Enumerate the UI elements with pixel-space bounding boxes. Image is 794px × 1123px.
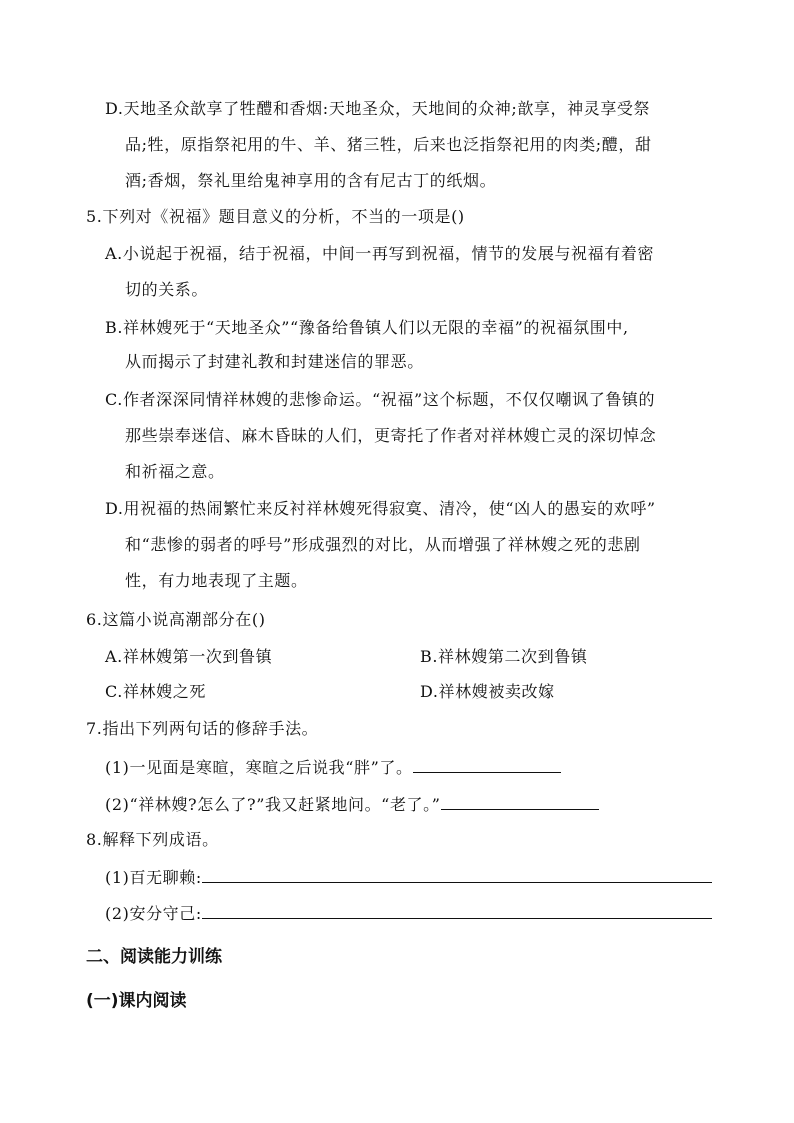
- q8-item2-text: (2)安分守己:: [105, 904, 202, 923]
- q7-stem: 7.指出下列两句话的修辞手法。: [86, 719, 319, 738]
- q8-stem: 8.解释下列成语。: [86, 830, 219, 849]
- q7-item1-text: (1)一见面是寒暄，寒暄之后说我“胖”了。: [105, 758, 413, 777]
- q8-item1-answer-blank[interactable]: [202, 866, 712, 883]
- q7-item2: [105, 793, 599, 815]
- q5-option-d-line3: 性，有力地表现了主题。: [125, 571, 308, 590]
- q7-item2-text: (2)“祥林嫂?怎么了?”我又赶紧地问。“老了。”: [105, 795, 441, 814]
- q6-option-c: C.祥林嫂之死: [105, 682, 206, 701]
- q7-item1-answer-blank[interactable]: [413, 756, 561, 773]
- q5-option-b-line1: B.祥林嫂死于“天地圣众”“豫备给鲁镇人们以无限的幸福”的祝福氛围中,: [105, 318, 629, 337]
- q5-option-c-line2: 那些崇奉迷信、麻木昏昧的人们，更寄托了作者对祥林嫂亡灵的深切悼念: [125, 426, 657, 445]
- q6-option-b: B.祥林嫂第二次到鲁镇: [420, 647, 588, 666]
- q8-item2: [105, 902, 712, 924]
- q6-option-d: D.祥林嫂被卖改嫁: [420, 682, 555, 701]
- q8-item1-text: (1)百无聊赖:: [105, 868, 202, 887]
- q5-stem: 5.下列对《祝福》题目意义的分析，不当的一项是(): [86, 207, 465, 226]
- section-heading: 二、阅读能力训练: [86, 947, 222, 967]
- q5-option-b-line2: 从而揭示了封建礼教和封建迷信的罪恶。: [125, 352, 424, 371]
- q4-option-d-line3: 酒;香烟，祭礼里给鬼神享用的含有尼古丁的纸烟。: [125, 171, 497, 190]
- q5-option-c-line3: 和祈福之意。: [125, 462, 225, 481]
- q7-item2-answer-blank[interactable]: [441, 793, 599, 810]
- q6-stem: 6.这篇小说高潮部分在(): [86, 610, 266, 629]
- q5-option-a-line2: 切的关系。: [125, 280, 209, 299]
- q8-item1: [105, 866, 712, 888]
- q8-item2-answer-blank[interactable]: [202, 902, 712, 919]
- q5-option-c-line1: C.作者深深同情祥林嫂的悲惨命运。“祝福”这个标题，不仅仅嘲讽了鲁镇的: [105, 390, 656, 409]
- q5-option-d-line1: D.用祝福的热闹繁忙来反衬祥林嫂死得寂寞、清冷，使“凶人的愚妄的欢呼”: [105, 499, 656, 518]
- q5-option-d-line2: 和“悲惨的弱者的呼号”形成强烈的对比，从而增强了祥林嫂之死的悲剧: [125, 535, 641, 554]
- q7-item1: [105, 756, 561, 778]
- q6-option-a: A.祥林嫂第一次到鲁镇: [105, 647, 273, 666]
- q4-option-d-line2: 品;牲，原指祭祀用的牛、羊、猪三牲，后来也泛指祭祀用的肉类;醴，甜: [125, 135, 652, 154]
- q4-option-d-line1: D.天地圣众歆享了牲醴和香烟:天地圣众，天地间的众神;歆享，神灵享受祭: [105, 99, 651, 118]
- subsection-heading: (一)课内阅读: [86, 991, 187, 1011]
- q5-option-a-line1: A.小说起于祝福，结于祝福，中间一再写到祝福，情节的发展与祝福有着密: [105, 244, 655, 263]
